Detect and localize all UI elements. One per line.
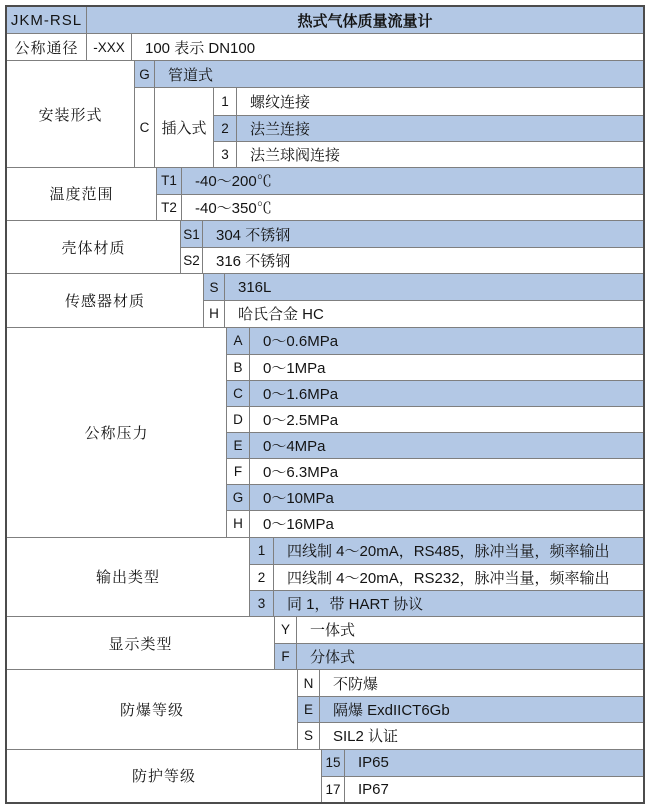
- option-row: [298, 696, 643, 722]
- option-code: C: [227, 381, 250, 406]
- insertion-type-label: 插入式: [155, 88, 214, 166]
- option-code: F: [227, 459, 250, 484]
- option-value: 法兰连接: [250, 120, 311, 138]
- option-code: G: [227, 485, 250, 510]
- option-value: -40～350℃: [195, 199, 272, 217]
- option-row: [250, 538, 643, 564]
- insertion-type-subband: [135, 87, 643, 166]
- option-code: S1: [181, 221, 203, 247]
- section-label: 传感器材质: [7, 274, 204, 326]
- option-value: 0～1MPa: [263, 359, 326, 377]
- section-nominal-diameter: [7, 33, 643, 60]
- option-row: [250, 590, 643, 616]
- option-value: 哈氏合金 HC: [238, 306, 324, 324]
- section-output-type: [7, 537, 643, 616]
- option-value: 0～1.6MPa: [263, 385, 339, 403]
- option-value: 四线制 4～20mA，RS485，脉冲当量，频率输出: [287, 543, 610, 561]
- section-protection-grade: [7, 749, 643, 802]
- section-label: 输出类型: [7, 538, 250, 616]
- option-code: S2: [181, 248, 203, 273]
- option-row: [204, 300, 643, 326]
- option-code: H: [227, 511, 250, 536]
- option-code: B: [227, 355, 250, 380]
- option-row: [87, 34, 643, 60]
- option-row: [181, 247, 643, 273]
- option-code: 2: [250, 565, 274, 590]
- option-code: N: [298, 670, 320, 696]
- option-value: 0～10MPa: [263, 490, 334, 508]
- option-value: 管道式: [168, 66, 214, 84]
- option-value: 四线制 4～20mA，RS232，脉冲当量，频率输出: [287, 569, 610, 587]
- option-value: 0～2.5MPa: [263, 411, 339, 429]
- option-value: 0～6.3MPa: [263, 464, 339, 482]
- section-temperature-range: [7, 167, 643, 220]
- option-code: H: [204, 301, 225, 326]
- option-code: C: [135, 88, 155, 166]
- option-code: 3: [214, 142, 237, 167]
- option-row: [135, 61, 643, 87]
- section-label: 公称通径: [7, 34, 87, 60]
- section-label: 防护等级: [7, 750, 322, 802]
- section-label: 防爆等级: [7, 670, 298, 748]
- section-label: 显示类型: [7, 617, 275, 669]
- option-value: 0～16MPa: [263, 516, 334, 534]
- option-row: [214, 88, 643, 114]
- option-row: [227, 510, 643, 536]
- option-row: [227, 328, 643, 354]
- option-row: [322, 776, 643, 802]
- section-nominal-pressure: [7, 327, 643, 537]
- option-code: A: [227, 328, 250, 354]
- option-row: [214, 141, 643, 167]
- option-row: [204, 274, 643, 300]
- option-value: 0～0.6MPa: [263, 333, 339, 351]
- option-code: 1: [214, 88, 237, 114]
- option-value: 螺纹连接: [250, 93, 311, 111]
- option-code: F: [275, 644, 297, 669]
- option-code: G: [135, 61, 155, 87]
- option-row: [227, 432, 643, 458]
- option-value: -40～200℃: [195, 173, 272, 191]
- option-row: [298, 722, 643, 748]
- option-row: [227, 354, 643, 380]
- section-explosion-proof-grade: [7, 669, 643, 748]
- option-value: 分体式: [310, 649, 356, 667]
- option-code: 15: [322, 750, 345, 776]
- option-row: [298, 670, 643, 696]
- option-code: E: [298, 697, 320, 722]
- model-code-cell: JKM-RSL: [7, 7, 87, 33]
- option-row: [227, 380, 643, 406]
- option-code: 1: [250, 538, 274, 564]
- option-code: D: [227, 407, 250, 432]
- spec-table: [5, 5, 645, 804]
- option-code: S: [204, 274, 225, 300]
- option-value: 304 不锈钢: [216, 226, 291, 244]
- option-row: [227, 484, 643, 510]
- option-value: 法兰球阀连接: [250, 146, 341, 164]
- section-label: 公称压力: [7, 328, 227, 537]
- section-display-type: [7, 616, 643, 669]
- option-row: [275, 643, 643, 669]
- option-code: -XXX: [87, 34, 132, 60]
- option-code: 3: [250, 591, 274, 616]
- section-housing-material: [7, 220, 643, 273]
- option-code: Y: [275, 617, 297, 643]
- option-code: T2: [157, 195, 182, 220]
- option-value: 一体式: [310, 622, 356, 640]
- section-label: 壳体材质: [7, 221, 181, 273]
- option-value: 0～4MPa: [263, 438, 326, 456]
- option-row: [275, 617, 643, 643]
- header-row: [7, 7, 643, 33]
- option-row: [322, 750, 643, 776]
- option-row: [227, 406, 643, 432]
- option-value: 隔爆 ExdIICT6Gb: [333, 702, 450, 720]
- section-installation-type: [7, 60, 643, 167]
- option-value: 316L: [238, 278, 272, 296]
- option-value: SIL2 认证: [333, 728, 399, 746]
- option-value: 同 1，带 HART 协议: [287, 595, 424, 613]
- section-label: 安装形式: [7, 61, 135, 167]
- option-code: S: [298, 723, 320, 748]
- option-value: 316 不锈钢: [216, 253, 291, 271]
- section-label: 温度范围: [7, 168, 157, 220]
- option-value: IP67: [358, 780, 389, 798]
- option-value: 100 表示 DN100: [145, 39, 256, 57]
- option-row: [250, 564, 643, 590]
- option-code: 2: [214, 116, 237, 141]
- option-row: [181, 221, 643, 247]
- option-row: [227, 458, 643, 484]
- option-value: 不防爆: [333, 675, 379, 693]
- option-row: [157, 168, 643, 194]
- table-title: 热式气体质量流量计: [297, 12, 433, 30]
- option-row: [157, 194, 643, 220]
- option-code: E: [227, 433, 250, 458]
- option-code: T1: [157, 168, 182, 194]
- option-value: IP65: [358, 754, 389, 772]
- option-code: 17: [322, 777, 345, 802]
- section-sensor-material: [7, 273, 643, 326]
- option-row: [214, 115, 643, 141]
